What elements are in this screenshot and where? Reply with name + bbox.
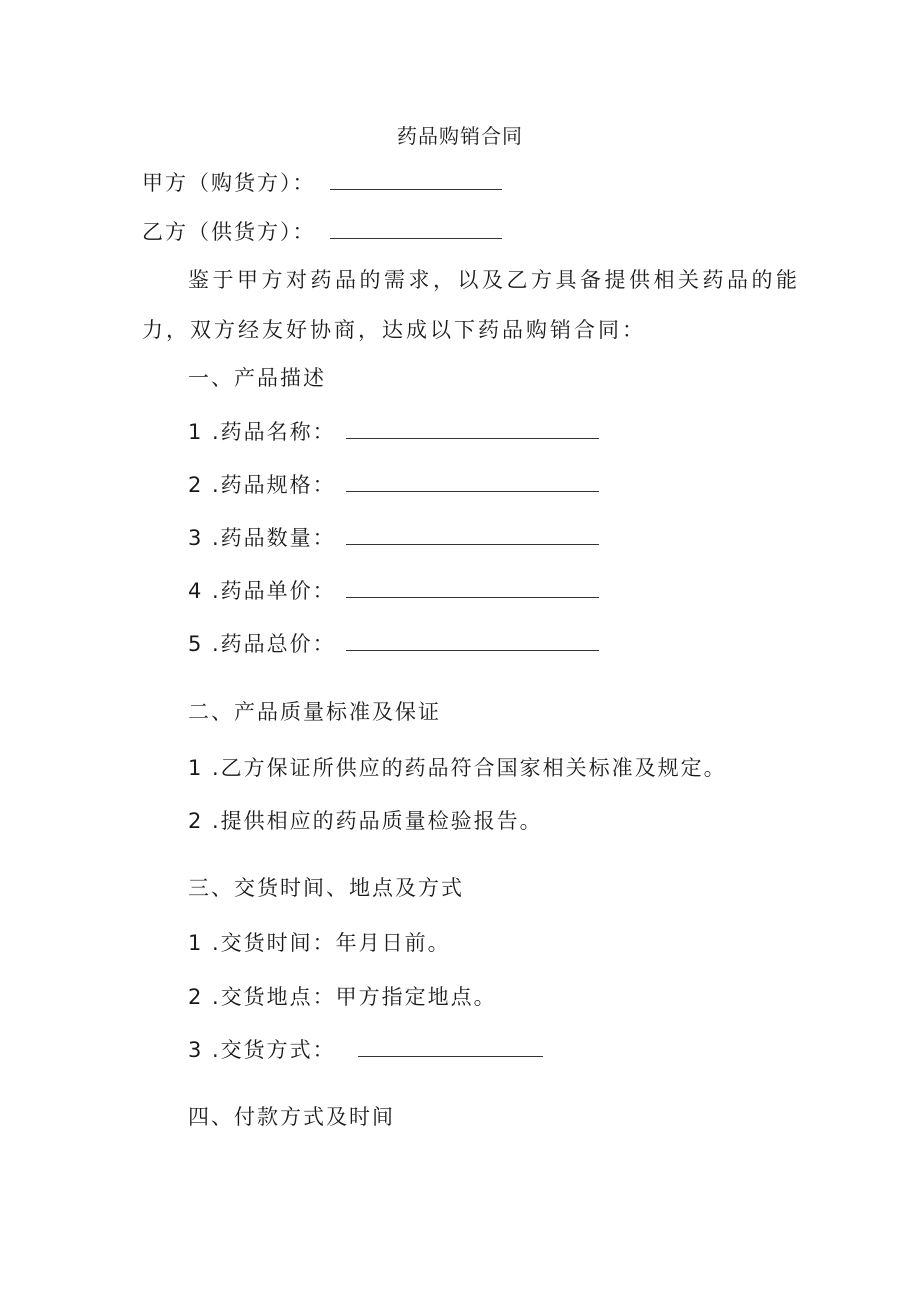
item-number: 3 <box>188 1038 204 1062</box>
item-number: 2 <box>188 473 204 497</box>
delivery-method-label: .交货方式： <box>212 1038 336 1062</box>
product-total-price-row <box>188 630 599 658</box>
product-unit-price-label: .药品单价： <box>212 579 336 603</box>
quality-item-1-text: .乙方保证所供应的药品符合国家相关标准及规定。 <box>212 756 727 780</box>
product-quantity-label: .药品数量： <box>212 526 336 550</box>
delivery-place-row <box>188 983 497 1011</box>
quality-item-2-text: .提供相应的药品质量检验报告。 <box>212 809 543 833</box>
delivery-place-text: .交货地点：甲方指定地点。 <box>212 985 497 1009</box>
section-4-heading: 四、付款方式及时间 <box>188 1105 395 1129</box>
product-name-label: .药品名称： <box>212 420 336 444</box>
product-spec-row <box>188 471 599 499</box>
quality-item-1 <box>188 754 727 782</box>
intro-line-2: 力，双方经友好协商，达成以下药品购销合同： <box>142 318 646 342</box>
delivery-time-row <box>188 929 451 957</box>
product-name-blank <box>346 418 599 439</box>
document-title: 药品购销合同 <box>397 124 523 148</box>
product-spec-label: .药品规格： <box>212 473 336 497</box>
product-spec-blank <box>346 471 599 492</box>
party-a-blank <box>330 169 502 190</box>
product-unit-price-row <box>188 577 599 605</box>
item-number: 5 <box>188 632 204 656</box>
product-quantity-blank <box>346 524 599 545</box>
product-quantity-row <box>188 524 599 552</box>
section-1-heading: 一、产品描述 <box>188 366 326 390</box>
party-b-blank <box>330 218 502 239</box>
item-number: 1 <box>188 931 204 955</box>
product-unit-price-blank <box>346 577 599 598</box>
section-2-heading: 二、产品质量标准及保证 <box>188 700 441 724</box>
product-total-price-blank <box>346 630 599 651</box>
party-b-label: 乙方（供货方）： <box>142 220 316 244</box>
party-a-line <box>142 169 502 197</box>
intro-line-1: 鉴于甲方对药品的需求，以及乙方具备提供相关药品的能 <box>188 268 801 292</box>
item-number: 1 <box>188 420 204 444</box>
product-name-row <box>188 418 599 446</box>
item-number: 2 <box>188 985 204 1009</box>
section-3-heading: 三、交货时间、地点及方式 <box>188 876 464 900</box>
delivery-time-text: .交货时间：年月日前。 <box>212 931 451 955</box>
item-number: 2 <box>188 809 204 833</box>
item-number: 3 <box>188 526 204 550</box>
party-a-label: 甲方（购货方）： <box>142 171 316 195</box>
item-number: 4 <box>188 579 204 603</box>
delivery-method-row <box>188 1036 543 1064</box>
delivery-method-blank <box>358 1036 543 1057</box>
party-b-line <box>142 218 502 246</box>
product-total-price-label: .药品总价： <box>212 632 336 656</box>
item-number: 1 <box>188 756 204 780</box>
quality-item-2 <box>188 807 543 835</box>
